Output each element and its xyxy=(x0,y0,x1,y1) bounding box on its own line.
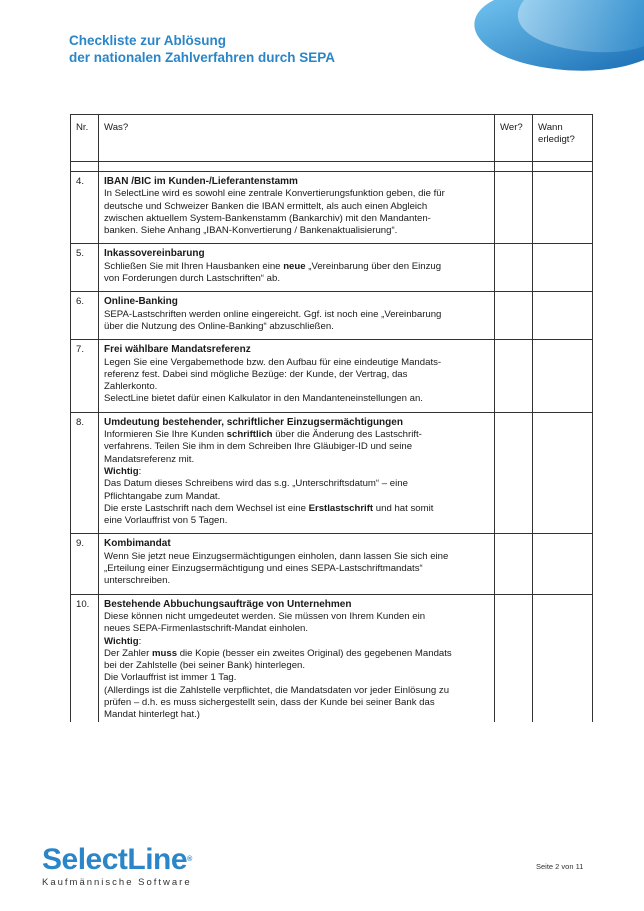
row-text-line xyxy=(104,381,489,393)
checklist-table xyxy=(70,114,593,722)
row-content xyxy=(99,244,495,292)
row-content xyxy=(99,172,495,244)
table-row xyxy=(71,594,593,721)
row-content xyxy=(99,534,495,594)
text-segment: unterschreiben. xyxy=(104,575,171,587)
row-text-line xyxy=(104,491,489,503)
row-content xyxy=(99,594,495,721)
text-segment: eine Vorlauffrist von 5 Tagen. xyxy=(104,515,228,527)
text-segment: SelectLine bietet dafür einen Kalkulator in den Mandanteneinstellungen an. xyxy=(104,393,423,405)
checklist-body xyxy=(71,172,593,722)
bold-text: schriftlich xyxy=(226,429,273,441)
text-segment: Mandatsreferenz mit. xyxy=(104,453,195,465)
row-text-line xyxy=(104,611,489,623)
logo-subtitle: Kaufmännische Software xyxy=(42,877,192,888)
row-number: 5. xyxy=(71,244,99,292)
row-text-line xyxy=(104,551,489,563)
row-wer-cell[interactable] xyxy=(495,594,533,721)
text-segment: Die Vorlauffrist ist immer 1 Tag. xyxy=(104,672,237,684)
row-text-line xyxy=(104,261,489,273)
row-number: 8. xyxy=(71,412,99,534)
text-segment: In SelectLine wird es sowohl eine zentrale Konvertierungsfunktion geben, die für xyxy=(104,188,445,200)
row-title: Kombimandat xyxy=(104,538,171,550)
text-segment: Informieren Sie Ihre Kunden xyxy=(104,429,227,441)
text-segment: Pflichtangabe zum Mandat. xyxy=(104,490,221,502)
row-text-line xyxy=(104,201,489,213)
table-row xyxy=(71,292,593,340)
row-title: Bestehende Abbuchungsaufträge von Unternehmen xyxy=(104,598,352,610)
bold-text: Wichtig xyxy=(104,465,139,477)
row-text-line xyxy=(104,321,489,333)
bold-text: Erstlastschrift xyxy=(308,502,374,514)
text-segment: Schließen Sie mit Ihren Hausbanken eine xyxy=(104,260,284,272)
text-segment: Das Datum dieses Schreibens wird das s.g. „Unterschriftsdatum“ – eine xyxy=(104,478,408,490)
row-text-line xyxy=(104,213,489,225)
text-segment: banken. Siehe Anhang „IBAN-Konvertierung / Bankenaktualisierung“. xyxy=(104,225,398,237)
row-title: Online-Banking xyxy=(104,296,178,308)
row-text-line xyxy=(104,697,489,709)
row-content xyxy=(99,292,495,340)
row-text-line xyxy=(104,454,489,466)
text-segment: : xyxy=(138,465,142,477)
table-row xyxy=(71,534,593,594)
text-segment: über die Nutzung des Online-Banking“ abzuschließen. xyxy=(104,320,334,332)
row-wann-cell[interactable] xyxy=(533,292,593,340)
row-title: Inkassovereinbarung xyxy=(104,248,205,260)
table-row xyxy=(71,244,593,292)
header-nr: Nr. xyxy=(71,115,99,162)
row-title: Umdeutung bestehender, schriftlicher Einzugsermächtigungen xyxy=(104,416,403,428)
row-wann-cell[interactable] xyxy=(533,244,593,292)
header-wann xyxy=(533,115,593,162)
row-text-line xyxy=(104,441,489,453)
row-content xyxy=(99,412,495,534)
row-title: Frei wählbare Mandatsreferenz xyxy=(104,344,251,356)
row-text-line xyxy=(104,623,489,635)
text-segment: „Vereinbarung über den Einzug xyxy=(305,260,442,272)
row-text-line xyxy=(104,466,489,478)
row-text-line xyxy=(104,309,489,321)
text-segment: und hat somit xyxy=(373,502,434,514)
row-text-line xyxy=(104,225,489,237)
text-segment: die Kopie (besser ein zweites Original) des gegebenen Mandats xyxy=(177,647,452,659)
header-wann-line-2: erledigt? xyxy=(538,134,575,146)
text-segment: zwischen aktuellem System-Bankenstamm (Bankarchiv) mit den Mandanten- xyxy=(104,212,431,224)
text-segment: : xyxy=(138,635,142,647)
row-number: 10. xyxy=(71,594,99,721)
table-row xyxy=(71,412,593,534)
selectline-logo xyxy=(42,844,192,888)
row-title: IBAN /BIC im Kunden-/Lieferantenstamm xyxy=(104,176,298,187)
row-text-line xyxy=(104,515,489,527)
table-row xyxy=(71,172,593,244)
text-segment: Der Zahler xyxy=(104,647,152,659)
row-text-line xyxy=(104,429,489,441)
row-text-line xyxy=(104,660,489,672)
text-segment: Wenn Sie jetzt neue Einzugsermächtigungen einholen, dann lassen Sie sich eine xyxy=(104,550,449,562)
row-wer-cell[interactable] xyxy=(495,340,533,412)
bold-text: muss xyxy=(151,647,178,659)
row-wer-cell[interactable] xyxy=(495,292,533,340)
bold-text: Wichtig xyxy=(104,635,139,647)
row-wer-cell[interactable] xyxy=(495,412,533,534)
text-segment: Die erste Lastschrift nach dem Wechsel ist eine xyxy=(104,502,309,514)
header-was: Was? xyxy=(99,115,495,162)
header-wann-line-1: Wann xyxy=(538,122,563,133)
text-segment: neues SEPA-Firmenlastschrift-Mandat einholen. xyxy=(104,623,309,635)
table-header-row xyxy=(71,115,593,162)
row-text-line xyxy=(104,636,489,648)
row-text-line xyxy=(104,357,489,369)
row-content xyxy=(99,340,495,412)
logo-text: SelectLine xyxy=(42,843,188,876)
row-wann-cell[interactable] xyxy=(533,172,593,244)
row-wann-cell[interactable] xyxy=(533,340,593,412)
text-segment: „Erteilung einer Einzugsermächtigung und eines SEPA-Lastschriftmandats“ xyxy=(104,563,423,575)
header-swoosh-graphic xyxy=(434,0,644,75)
row-text-line xyxy=(104,685,489,697)
row-wer-cell[interactable] xyxy=(495,244,533,292)
row-text-line xyxy=(104,503,489,515)
text-segment: deutsche und Schweizer Banken die IBAN ermittelt, als auch einen Abgleich xyxy=(104,200,428,212)
text-segment: verfahrens. Teilen Sie ihm in dem Schreiben Ihre Gläubiger-ID und seine xyxy=(104,441,413,453)
row-number: 4. xyxy=(71,172,99,244)
text-segment: SEPA-Lastschriften werden online eingereicht. Ggf. ist noch eine „Vereinbarung xyxy=(104,308,442,320)
row-text-line xyxy=(104,648,489,660)
text-segment: Mandat hinterlegt hat.) xyxy=(104,709,200,721)
text-segment: Zahlerkonto. xyxy=(104,381,158,393)
document-title xyxy=(69,32,335,66)
logo-registered-mark: ® xyxy=(187,856,192,863)
row-text-line xyxy=(104,273,489,285)
page-number: Seite 2 von 11 xyxy=(536,862,584,871)
row-wer-cell[interactable] xyxy=(495,534,533,594)
text-segment: über die Änderung des Lastschrift- xyxy=(272,429,422,441)
row-wann-cell[interactable] xyxy=(533,594,593,721)
row-wer-cell[interactable] xyxy=(495,172,533,244)
row-number: 9. xyxy=(71,534,99,594)
row-text-line xyxy=(104,369,489,381)
row-wann-cell[interactable] xyxy=(533,534,593,594)
text-segment: prüfen – d.h. es muss sichergestellt sein, dass der Kunde bei seiner Bank das xyxy=(104,696,435,708)
text-segment: von Forderungen durch Lastschriften“ ab. xyxy=(104,273,280,285)
row-number: 6. xyxy=(71,292,99,340)
title-line-1: Checkliste zur Ablösung xyxy=(69,33,227,48)
text-segment: (Allerdings ist die Zahlstelle verpflichtet, die Mandatsdaten vor jeder Einlösung zu xyxy=(104,684,450,696)
row-wann-cell[interactable] xyxy=(533,412,593,534)
table-spacer-row xyxy=(71,162,593,172)
text-segment: referenz fest. Dabei sind mögliche Bezüge: der Kunde, der Vertrag, das xyxy=(104,368,408,380)
row-number: 7. xyxy=(71,340,99,412)
text-segment: Legen Sie eine Vergabemethode bzw. den Aufbau für eine eindeutige Mandats- xyxy=(104,356,442,368)
title-line-2: der nationalen Zahlverfahren durch SEPA xyxy=(69,50,336,65)
header-wer: Wer? xyxy=(495,115,533,162)
row-text-line xyxy=(104,393,489,405)
text-segment: Diese können nicht umgedeutet werden. Sie müssen von Ihrem Kunden ein xyxy=(104,610,426,622)
row-text-line xyxy=(104,478,489,490)
row-text-line xyxy=(104,709,489,721)
bold-text: neue xyxy=(283,260,306,272)
row-text-line xyxy=(104,188,489,200)
row-text-line xyxy=(104,672,489,684)
row-text-line xyxy=(104,575,489,587)
table-row xyxy=(71,340,593,412)
text-segment: bei der Zahlstelle (bei seiner Bank) hinterlegen. xyxy=(104,660,306,672)
row-text-line xyxy=(104,563,489,575)
